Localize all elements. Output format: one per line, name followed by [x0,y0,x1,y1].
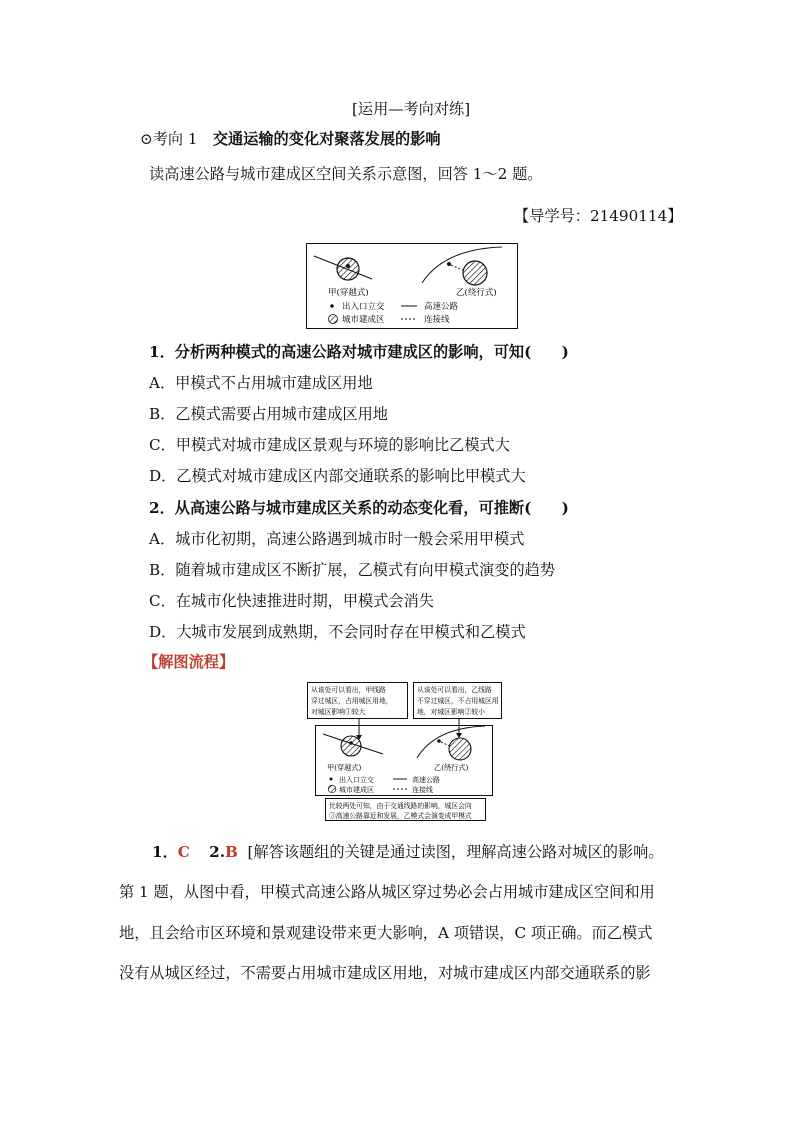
legend-label: 出入口立交 [342,302,385,312]
answer-line-1 [152,841,664,862]
topic-prefix: ⊙考向 1 [140,130,198,148]
connector-yi [441,742,450,746]
figure-analysis-flow [299,682,503,822]
answer-q2-choice: B [225,843,238,861]
label-yi: 乙(绕行式) [456,288,497,298]
interchange-yi [437,739,441,743]
legend-hatch-icon [329,315,338,324]
legend-label: 城市建成区 [339,786,374,794]
arrowhead-right-icon [456,733,462,738]
question-2-option-c: C．在城市化快速推进时期，甲模式会消失 [149,592,434,610]
question-2-option-a: A．城市化初期，高速公路遇到城市时一般会采用甲模式 [149,530,525,548]
city-yi [463,261,487,285]
city-jia [337,258,359,280]
note-right-line: 不穿过城区，不占用城区用 [417,697,499,705]
note-left-line: 对城区影响①较大 [311,708,366,716]
note-right-line: 从该处可以看出，乙线路 [417,686,492,694]
legend-hatch-icon [328,785,336,793]
label-jia: 甲(穿越式) [328,288,369,298]
legend-label: 高速公路 [412,776,440,784]
legend-label: 连接线 [424,315,450,325]
interchange-jia [346,264,350,268]
question-2-option-d: D．大城市发展到成熟期，不会同时存在甲模式和乙模式 [149,623,526,641]
answer-q2-number: 2. [209,843,226,861]
question-2-text: 2．从高速公路与城市建成区关系的动态变化看，可推断( ) [149,499,569,517]
legend-dot-icon [330,778,333,781]
city-yi [449,738,471,760]
note-right-line: 地，对城区影响②较小 [417,708,485,716]
answer-line-3: 地，且会给市区环境和景观建设带来更大影响，A 项错误，C 项正确。而乙模式 [119,924,653,942]
question-1-option-b: B．乙模式需要占用城市建成区用地 [149,405,388,423]
answer-line-4: 没有从城区经过，不需要占用城市建成区用地，对城市建成区内部交通联系的影 [119,964,651,982]
question-1-option-d: D．乙模式对城市建成区内部交通联系的影响比甲模式大 [149,467,526,485]
flow-heading: 【解图流程】 [143,653,235,671]
figure-highway-city [306,243,518,329]
note-left-line: 穿过城区，占用城区用地， [311,697,393,705]
question-2-option-b: B．随着城市建成区不断扩展，乙模式有向甲模式演变的趋势 [149,561,556,579]
note-left-line: 从该处可以看出，甲线路 [311,686,386,694]
interchange-yi [447,262,451,266]
answer-q1-choice: C [177,843,190,861]
guide-number: 【导学号：21490114】 [514,207,683,225]
question-2-stem [149,497,569,518]
topic-line [140,128,441,149]
section-header: [运用—考向对练] [352,100,471,118]
legend-label: 城市建成区 [342,315,385,325]
answer-line-2: 第 1 题，从图中看，甲模式高速公路从城区穿过势必会占用城市建成区空间和用 [119,883,655,901]
label-yi: 乙(绕行式) [434,763,469,772]
bottom-note-line: ③高速公路靠近和发展，乙模式会演变成甲模式 [329,812,472,820]
question-1-option-c: C．甲模式对城市建成区景观与环境的影响比乙模式大 [149,436,510,454]
label-jia: 甲(穿越式) [327,763,362,772]
map-frame [316,726,493,796]
topic-title: 交通运输的变化对聚落发展的影响 [212,130,441,148]
legend-label: 高速公路 [424,302,459,312]
answer-q1-number: 1． [152,843,178,861]
intro-text: 读高速公路与城市建成区空间关系示意图，回答 1～2 题。 [149,165,543,183]
question-1-option-a: A．甲模式不占用城市建成区用地 [149,374,373,392]
question-1-stem [149,341,569,362]
bottom-note-line: 比较两处可知，由于交通线路的影响，城区会向 [329,802,472,810]
question-1-text: 1．分析两种模式的高速公路对城市建成区的影响，可知( ) [149,343,569,361]
legend-dot-icon [330,304,334,308]
answer-explanation: [解答该题组的关键是通过读图，理解高速公路对城区的影响。 [247,843,664,861]
legend-label: 出入口立交 [339,776,374,784]
city-jia [341,736,361,756]
interchange-jia [349,741,353,745]
legend-label: 连接线 [412,786,433,794]
